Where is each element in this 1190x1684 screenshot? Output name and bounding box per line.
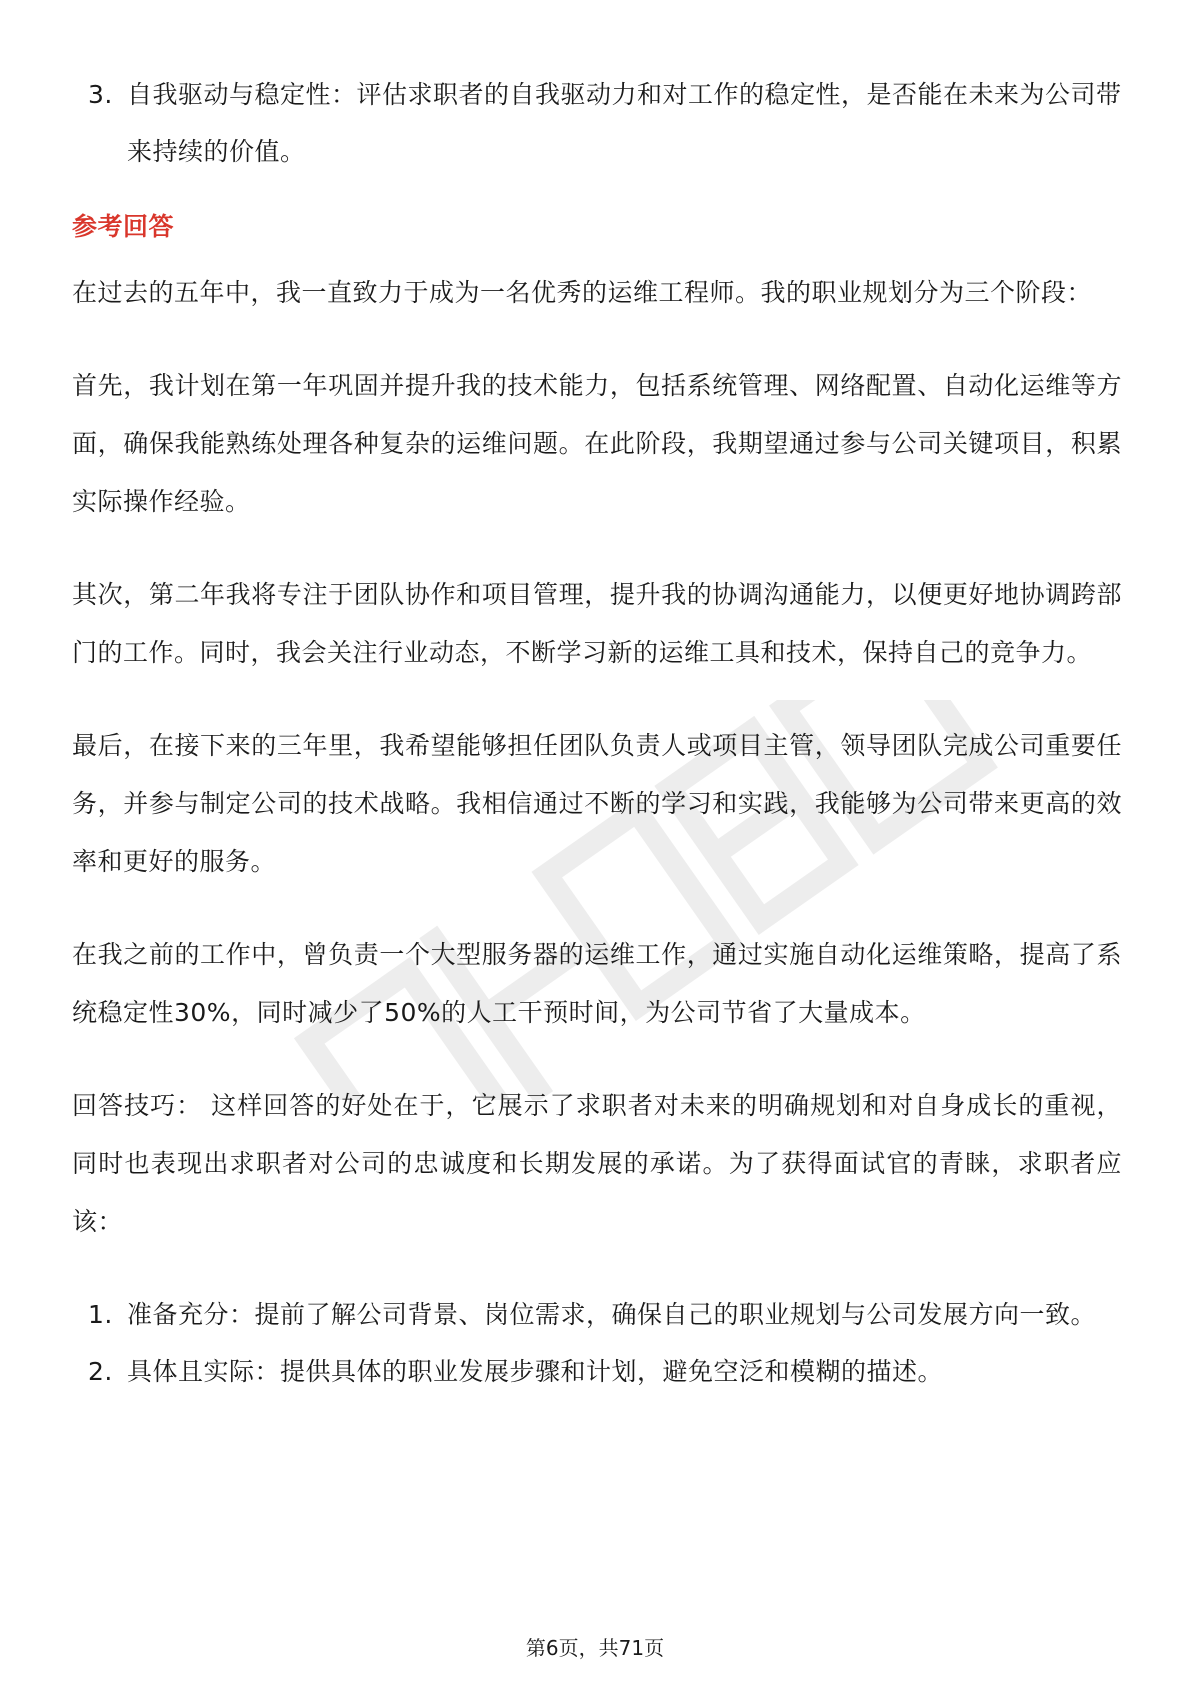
answer-paragraph: 在过去的五年中，我一直致力于成为一名优秀的运维工程师。我的职业规划分为三个阶段： — [72, 278, 1093, 307]
tips-list — [72, 1286, 1122, 1400]
answer-paragraph: 最后，在接下来的三年里，我希望能够担任团队负责人或项目主管，领导团队完成公司重要任务，并参与制定公司的技术战略。我相信通过不断的学习和实践，我能够为公司带来更高的效率和更好的服务。 — [72, 731, 1122, 876]
list-number: 3. — [88, 80, 113, 109]
tips-paragraph: 回答技巧： 这样回答的好处在于，它展示了求职者对未来的明确规划和对自身成长的重视，同时也表现出求职者对公司的忠诚度和长期发展的承诺。为了获得面试官的青睐，求职者应该： — [72, 1091, 1122, 1236]
list-item — [72, 1286, 1122, 1343]
page-content — [72, 66, 1122, 1400]
list-text: 具体且实际：提供具体的职业发展步骤和计划，避免空泛和模糊的描述。 — [127, 1357, 944, 1386]
answer-paragraph: 其次，第二年我将专注于团队协作和项目管理，提升我的协调沟通能力，以便更好地协调跨部门的工作。同时，我会关注行业动态，不断学习新的运维工具和技术，保持自己的竞争力。 — [72, 580, 1122, 667]
list-text: 准备充分：提前了解公司背景、岗位需求，确保自己的职业规划与公司发展方向一致。 — [127, 1300, 1097, 1329]
criteria-list — [72, 66, 1122, 180]
answer-paragraph: 首先，我计划在第一年巩固并提升我的技术能力，包括系统管理、网络配置、自动化运维等方面，确保我能熟练处理各种复杂的运维问题。在此阶段，我期望通过参与公司关键项目，积累实际操作经验。 — [72, 371, 1122, 516]
section-heading: 参考回答 — [72, 212, 175, 241]
list-number: 1. — [88, 1300, 113, 1329]
answer-paragraph: 在我之前的工作中，曾负责一个大型服务器的运维工作，通过实施自动化运维策略，提高了系统稳定性30%，同时减少了50%的人工干预时间，为公司节省了大量成本。 — [72, 940, 1122, 1027]
list-number: 2. — [88, 1357, 113, 1386]
list-text: 自我驱动与稳定性：评估求职者的自我驱动力和对工作的稳定性，是否能在未来为公司带来持续的价值。 — [127, 80, 1122, 166]
list-item — [72, 66, 1122, 180]
list-item — [72, 1343, 1122, 1400]
page-footer: 第6页，共71页 — [525, 1636, 665, 1660]
